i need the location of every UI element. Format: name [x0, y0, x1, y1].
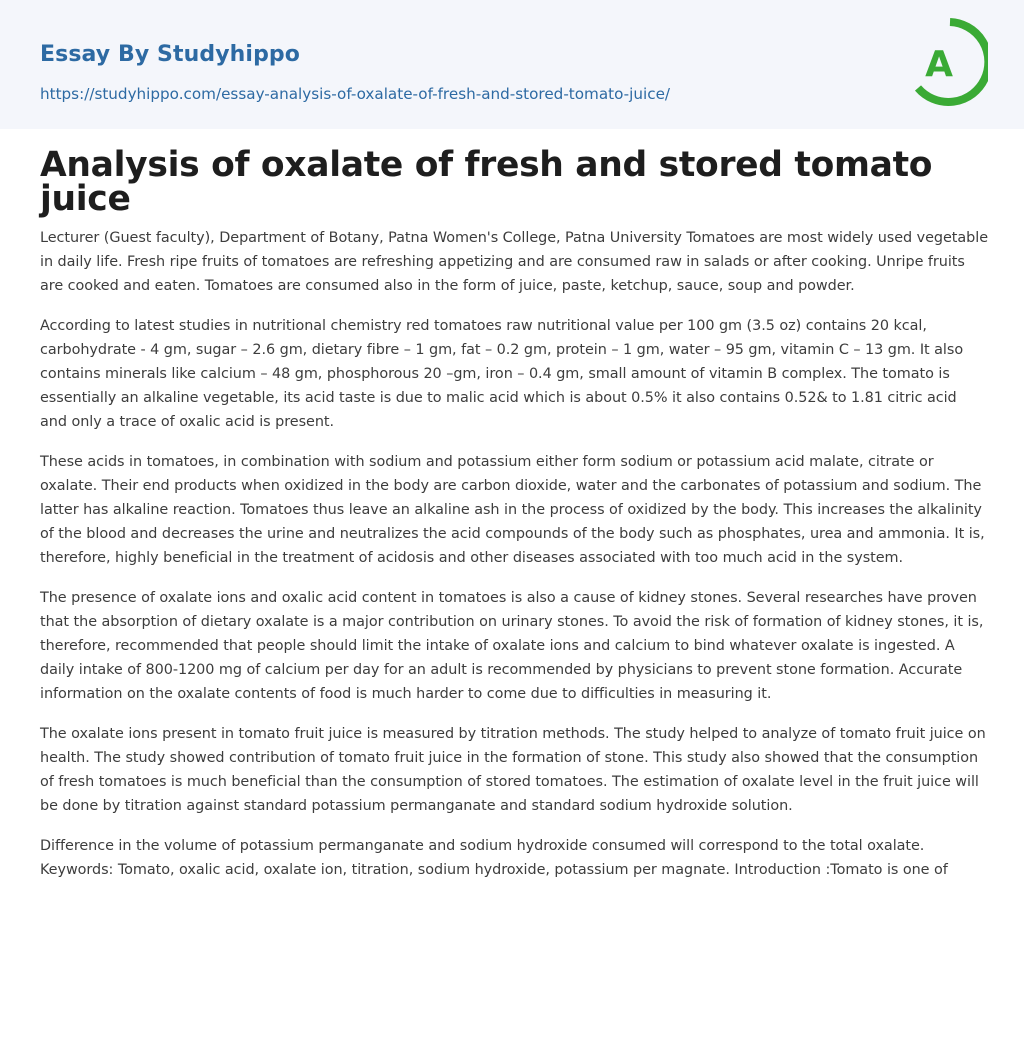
article-paragraph-5: The oxalate ions present in tomato fruit juice is measured by titration methods. The study helped to analyze of tomato fruit juice on health. The study showed contribution of tomato fruit juice in the formation of stone. This study also showed that the consumption of fresh tomatoes is much beneficial than the consumption of stored tomatoes. The estimation of oxalate level in the fruit juice will be done by titration against standard potassium permanganate and standard sodium hydroxide solution.: [40, 726, 986, 814]
article-paragraph-4: The presence of oxalate ions and oxalic acid content in tomatoes is also a cause of kidney stones. Several researches have proven that the absorption of dietary oxalate is a major contribution on urinary stones. To avoid the risk of formation of kidney stones, it is, therefore, recommended that people should limit the intake of oxalate ions and calcium to bind whatever oxalate is ingested. A daily intake of 800-1200 mg of calcium per day for an adult is recommended by physicians to prevent stone formation. Accurate information on the oxalate contents of food is much harder to come due to difficulties in measuring it.: [40, 590, 984, 702]
page-url-link[interactable]: https://studyhippo.com/essay-analysis-of-oxalate-of-fresh-and-stored-tomato-juice/: [40, 85, 671, 103]
logo-letter: A: [925, 44, 953, 85]
article-paragraph-3: These acids in tomatoes, in combination with sodium and potassium either form sodium or potassium acid malate, citrate or oxalate. Their end products when oxidized in the body are carbon dioxide, water and the carbonates of potassium and sodium. The latter has alkaline reaction. Tomatoes thus leave an alkaline ash in the process of oxidized by the body. This increases the alkalinity of the blood and decreases the urine and neutralizes the acid compounds of the body such as phosphates, urea and ammonia. It is, therefore, highly beneficial in the treatment of acidosis and other diseases associated with too much acid in the system.: [40, 454, 985, 566]
article-title: Analysis of oxalate of fresh and stored tomato juice: [40, 145, 933, 219]
studyhippo-logo-icon[interactable]: [912, 18, 988, 106]
site-brand[interactable]: Essay By Studyhippo: [40, 42, 300, 67]
article-paragraph-1: Lecturer (Guest faculty), Department of Botany, Patna Women's College, Patna University Tomatoes are most widely used vegetable in daily life. Fresh ripe fruits of tomatoes are refreshing appetizing and are consumed raw in salads or after cooking. Unripe fruits are cooked and eaten. Tomatoes are consumed also in the form of juice, paste, ketchup, sauce, soup and powder.: [40, 230, 989, 294]
article-paragraph-6: Difference in the volume of potassium permanganate and sodium hydroxide consumed will correspond to the total oxalate. Keywords: Tomato, oxalic acid, oxalate ion, titration, sodium hydroxide, potassium per magnate. Introduction :Tomato is one of: [40, 838, 948, 878]
site-header: [0, 0, 1024, 129]
article: [40, 145, 989, 898]
article-paragraph-2: According to latest studies in nutritional chemistry red tomatoes raw nutritional value per 100 gm (3.5 oz) contains 20 kcal, carbohydrate - 4 gm, sugar – 2.6 gm, dietary fibre – 1 gm, fat – 0.2 gm, protein – 1 gm, water – 95 gm, vitamin C – 13 gm. It also contains minerals like calcium – 48 gm, phosphorous 20 –gm, iron – 0.4 gm, small amount of vitamin B complex. The tomato is essentially an alkaline vegetable, its acid taste is due to malic acid which is about 0.5% it also contains 0.52& to 1.81 citric acid and only a trace of oxalic acid is present.: [40, 318, 964, 430]
